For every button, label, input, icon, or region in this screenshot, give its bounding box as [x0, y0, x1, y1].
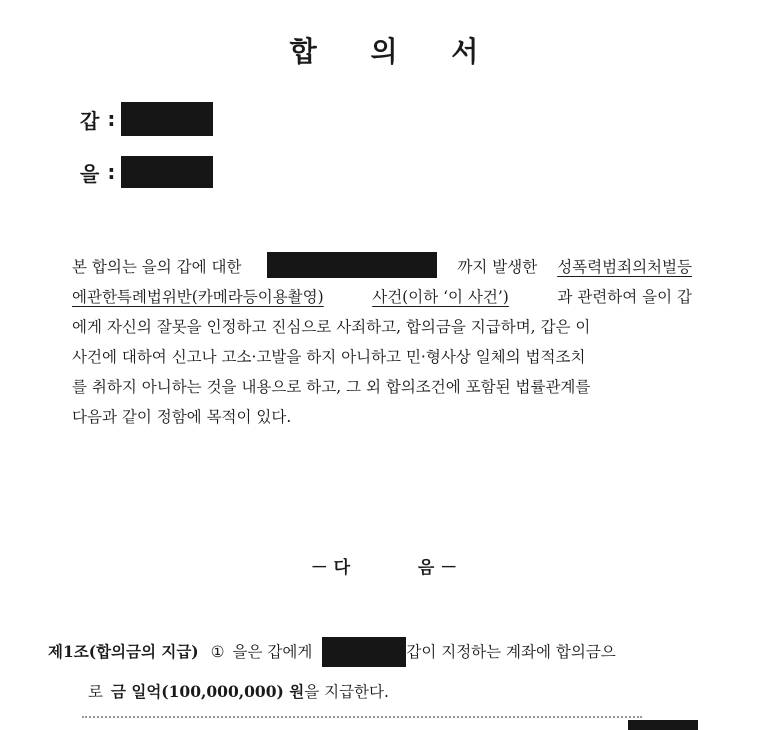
paragraph-line	[72, 252, 692, 282]
line-text: 과 관련하여 을이 갑	[557, 288, 692, 306]
party-b-label: 을	[80, 161, 100, 186]
line-text: 까지 발생한	[457, 258, 538, 276]
article-1-line	[48, 672, 693, 712]
article-1-label: 제1조(합의금의 지급)	[48, 642, 199, 661]
period-redaction	[267, 252, 437, 278]
cut-off-text-line	[82, 716, 642, 728]
party-a-label: 갑	[80, 108, 100, 133]
paragraph-line: 사건에 대하여 신고나 고소·고발을 하지 아니하고 민·형사상 일체의 법적조치	[72, 348, 586, 366]
article-1-line	[48, 632, 693, 672]
cut-off-redaction	[628, 720, 698, 730]
offense-name-underlined: 에관한특례법위반(카메라등이용촬영)	[72, 288, 324, 306]
case-definition: 사건(이하 ‘이 사건’)	[372, 288, 509, 306]
document-title: 합 의 서	[289, 35, 501, 68]
party-a-redaction	[121, 102, 213, 136]
payment-date-redaction	[322, 637, 406, 667]
line-text: 을 지급한다.	[304, 683, 389, 701]
heading-right: 음 －	[417, 558, 458, 578]
party-b-row	[80, 156, 213, 188]
paragraph-line: 다음과 같이 정함에 목적이 있다.	[72, 408, 292, 426]
settlement-amount: 금 일억(100,000,000) 원	[110, 682, 305, 701]
heading-left: － 다	[310, 558, 351, 578]
article-1	[48, 632, 693, 712]
purpose-paragraph	[72, 252, 692, 432]
party-a-row	[80, 102, 213, 136]
paragraph-line	[72, 282, 692, 312]
line-text: 본 합의는 을의 갑에 대한	[72, 258, 242, 276]
paragraph-line: 를 취하지 아니하는 것을 내용으로 하고, 그 외 합의조건에 포함된 법률관계를	[72, 378, 591, 396]
party-b-redaction	[121, 156, 213, 188]
party-b-colon: :	[107, 160, 116, 184]
offense-name-underlined: 성폭력범죄의처벌등	[557, 258, 692, 276]
paragraph-line: 에게 자신의 잘못을 인정하고 진심으로 사죄하고, 합의금을 지급하며, 갑은 이	[72, 318, 591, 336]
section-heading	[0, 553, 768, 578]
line-text: 을은 갑에게	[232, 643, 313, 661]
line-text: 로	[88, 683, 103, 701]
line-text: 갑이 지정하는 계좌에 합의금으	[406, 643, 616, 661]
party-a-colon: :	[107, 107, 116, 131]
clause-number: ①	[210, 643, 225, 661]
